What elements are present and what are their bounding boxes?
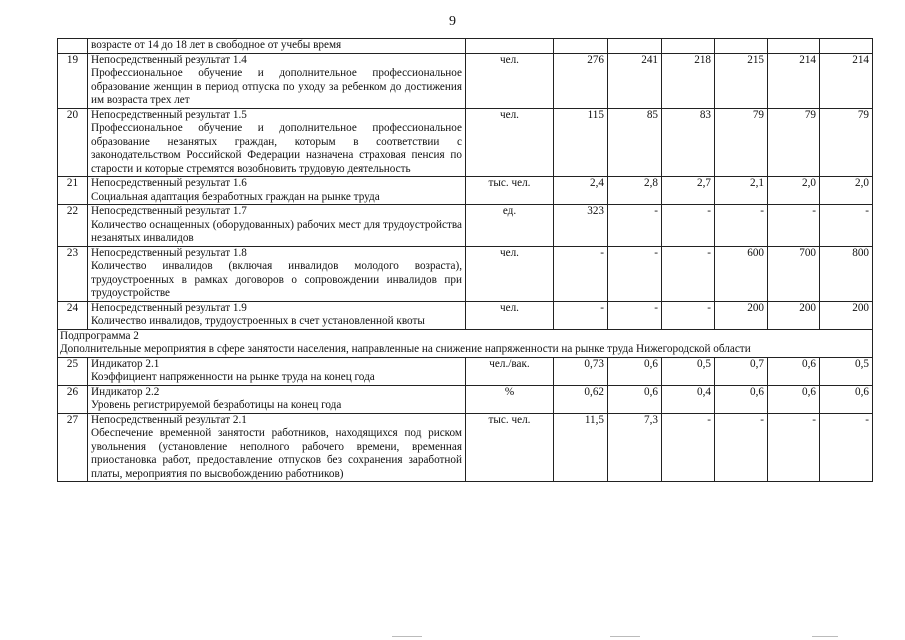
value-cell: -	[662, 301, 715, 329]
result-description: Обеспечение временной занятости работников, находящихся под риском увольнения (установление неполного рабочего времени, временная приостановка работ, предоставление отпусков без сохранения заработной платы, мероприятия по высвобождению работников)	[91, 427, 462, 480]
unit-cell: тыс. чел.	[466, 413, 554, 482]
value-cell: -	[768, 413, 820, 482]
value-cell: 0,62	[554, 385, 608, 413]
result-title: Непосредственный результат 1.8	[91, 246, 247, 259]
row-number: 22	[58, 205, 88, 247]
value-cell: 0,4	[662, 385, 715, 413]
unit-cell: чел.	[466, 246, 554, 301]
result-description: Уровень регистрируемой безработицы на конец года	[91, 399, 342, 411]
value-cell: 218	[662, 53, 715, 108]
value-cell	[768, 39, 820, 54]
value-cell: 2,7	[662, 177, 715, 205]
row-number: 23	[58, 246, 88, 301]
value-cell: 115	[554, 108, 608, 177]
row-description	[88, 413, 466, 482]
value-cell: -	[554, 301, 608, 329]
result-description: Количество оснащенных (оборудованных) рабочих мест для трудоустройства незанятых инвалидов	[91, 218, 462, 244]
value-cell: 79	[820, 108, 873, 177]
value-cell: -	[662, 413, 715, 482]
value-cell: -	[820, 205, 873, 247]
table-row	[58, 177, 873, 205]
table-row	[58, 385, 873, 413]
value-cell: 0,6	[608, 385, 662, 413]
value-cell: 0,6	[768, 385, 820, 413]
value-cell: 0,6	[820, 385, 873, 413]
value-cell: 700	[768, 246, 820, 301]
value-cell: 11,5	[554, 413, 608, 482]
value-cell: 2,8	[608, 177, 662, 205]
results-table	[57, 38, 873, 482]
value-cell: -	[554, 246, 608, 301]
subprogram-cell	[58, 329, 873, 357]
footer-rule	[392, 636, 422, 637]
value-cell: 79	[768, 108, 820, 177]
value-cell: 323	[554, 205, 608, 247]
value-cell: 276	[554, 53, 608, 108]
subprogram-title: Подпрограмма 2	[60, 329, 139, 342]
value-cell: 241	[608, 53, 662, 108]
value-cell: 215	[715, 53, 768, 108]
result-description: Количество инвалидов, трудоустроенных в счет установленной квоты	[91, 315, 425, 327]
value-cell: -	[715, 205, 768, 247]
value-cell: 2,1	[715, 177, 768, 205]
row-description	[88, 205, 466, 247]
row-description	[88, 39, 466, 54]
row-description	[88, 246, 466, 301]
value-cell: 0,73	[554, 357, 608, 385]
value-cell: 0,6	[768, 357, 820, 385]
value-cell: -	[768, 205, 820, 247]
unit-cell	[466, 39, 554, 54]
value-cell: -	[608, 246, 662, 301]
unit-cell: %	[466, 385, 554, 413]
value-cell: 79	[715, 108, 768, 177]
subprogram-row	[58, 329, 873, 357]
footer-rule	[812, 636, 838, 637]
table-row	[58, 108, 873, 177]
value-cell: 0,5	[662, 357, 715, 385]
result-title: Непосредственный результат 1.6	[91, 177, 247, 189]
value-cell: -	[662, 205, 715, 247]
table-row	[58, 205, 873, 247]
value-cell: 2,4	[554, 177, 608, 205]
value-cell: -	[662, 246, 715, 301]
value-cell: 200	[768, 301, 820, 329]
table-row	[58, 246, 873, 301]
row-description	[88, 177, 466, 205]
value-cell: 2,0	[768, 177, 820, 205]
value-cell	[715, 39, 768, 54]
description-text: возрасте от 14 до 18 лет в свободное от учебы время	[91, 39, 342, 51]
value-cell: 85	[608, 108, 662, 177]
result-title: Непосредственный результат 1.4	[91, 53, 247, 66]
row-number	[58, 39, 88, 54]
result-title: Непосредственный результат 1.9	[91, 301, 247, 314]
value-cell: 0,6	[715, 385, 768, 413]
subprogram-description: Дополнительные мероприятия в сфере занятости населения, направленные на снижение напряженности на рынке труда Нижегородской области	[60, 343, 751, 355]
row-number: 25	[58, 357, 88, 385]
result-title: Непосредственный результат 2.1	[91, 413, 247, 426]
result-title: Непосредственный результат 1.5	[91, 108, 247, 121]
value-cell: 2,0	[820, 177, 873, 205]
value-cell: -	[715, 413, 768, 482]
row-number: 24	[58, 301, 88, 329]
table-row	[58, 357, 873, 385]
unit-cell: чел.	[466, 301, 554, 329]
footer-rule	[610, 636, 640, 637]
value-cell: 200	[715, 301, 768, 329]
result-title: Индикатор 2.1	[91, 357, 160, 370]
unit-cell: чел.	[466, 108, 554, 177]
value-cell	[662, 39, 715, 54]
value-cell: 800	[820, 246, 873, 301]
unit-cell: ед.	[466, 205, 554, 247]
row-number: 27	[58, 413, 88, 482]
result-title: Индикатор 2.2	[91, 385, 160, 398]
result-description: Количество инвалидов (включая инвалидов молодого возраста), трудоустроенных в рамках договоров о сопровождении инвалидов при трудоустройстве	[91, 260, 462, 299]
row-number: 26	[58, 385, 88, 413]
row-description	[88, 108, 466, 177]
value-cell: 214	[820, 53, 873, 108]
unit-cell: чел./вак.	[466, 357, 554, 385]
table-row	[58, 53, 873, 108]
row-description	[88, 357, 466, 385]
value-cell: 0,7	[715, 357, 768, 385]
row-number: 20	[58, 108, 88, 177]
table-row	[58, 39, 873, 54]
value-cell: 0,6	[608, 357, 662, 385]
value-cell	[820, 39, 873, 54]
value-cell: 83	[662, 108, 715, 177]
value-cell	[608, 39, 662, 54]
row-number: 19	[58, 53, 88, 108]
value-cell: 200	[820, 301, 873, 329]
value-cell: 600	[715, 246, 768, 301]
result-description: Коэффициент напряженности на рынке труда на конец года	[91, 371, 375, 383]
row-description	[88, 385, 466, 413]
value-cell: -	[820, 413, 873, 482]
table-body	[58, 39, 873, 482]
value-cell: 7,3	[608, 413, 662, 482]
result-description: Социальная адаптация безработных граждан на рынке труда	[91, 190, 380, 203]
row-description	[88, 53, 466, 108]
value-cell: -	[608, 205, 662, 247]
value-cell	[554, 39, 608, 54]
row-number: 21	[58, 177, 88, 205]
table-row	[58, 301, 873, 329]
result-description: Профессиональное обучение и дополнительное профессиональное образование женщин в период отпуска по уходу за ребенком до достижения им возраста трех лет	[91, 67, 462, 106]
table-row	[58, 413, 873, 482]
unit-cell: чел.	[466, 53, 554, 108]
page-number: 9	[449, 14, 456, 29]
value-cell: 0,5	[820, 357, 873, 385]
row-description	[88, 301, 466, 329]
unit-cell: тыс. чел.	[466, 177, 554, 205]
value-cell: -	[608, 301, 662, 329]
result-title: Непосредственный результат 1.7	[91, 205, 247, 217]
result-description: Профессиональное обучение и дополнительное профессиональное образование незанятых граждан, которым в соответствии с законодательством Российской Федерации назначена страховая пенсия по старости и которые стремятся возобновить трудовую деятельность	[91, 122, 462, 175]
value-cell: 214	[768, 53, 820, 108]
